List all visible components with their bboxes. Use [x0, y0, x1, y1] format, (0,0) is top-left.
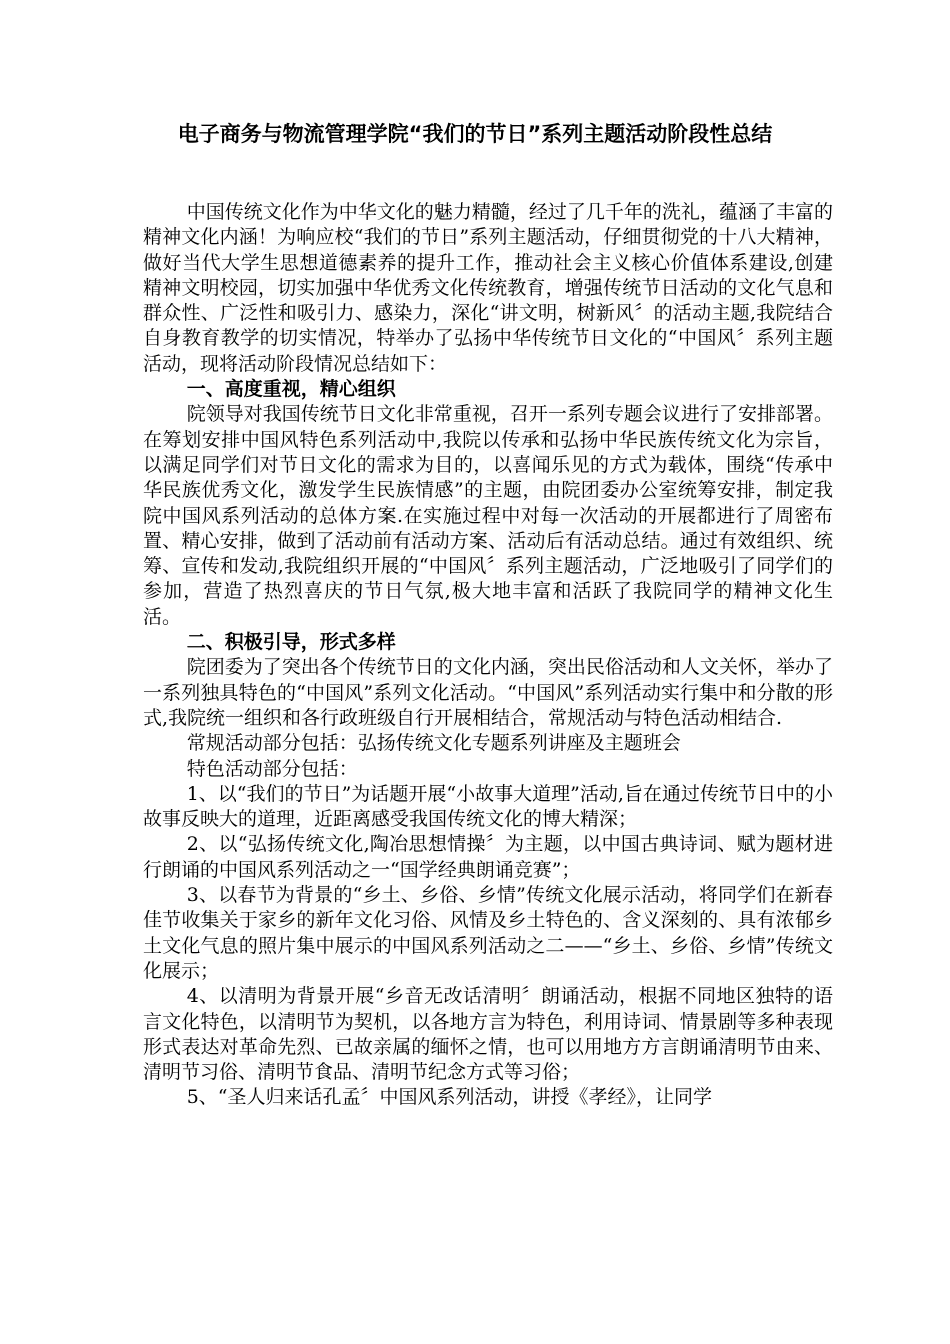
list-item-3: 3、以春节为背景的“乡土、乡俗、乡情”传统文化展示活动，将同学们在新春佳节收集关于家乡的新年文化习俗、风情及乡土特色的、含义深刻的、具有浓郁乡土文化气息的照片集中展示的中国风系列活动之二——“乡土、乡俗、乡情”传统文化展示； — [143, 884, 833, 982]
list-item-4: 4、以清明为背景开展“乡音无改话清明〞朗诵活动，根据不同地区独特的语言文化特色，以清明节为契机，以各地方言为特色，利用诗词、情景剧等多种表现形式表达对革命先烈、已故亲属的缅怀之情，也可以用地方方言朗诵清明节由来、清明节习俗、清明节食品、清明节纪念方式等习俗； — [143, 985, 833, 1084]
list-item-1: 1、以“我们的节日”为话题开展“小故事大道理”活动,旨在通过传统节日中的小故事反映大的道理，近距离感受我国传统文化的博大精深； — [143, 782, 833, 831]
list-item-5: 5、“圣人归来话孔孟〞中国风系列活动，讲授《孝经》，让同学 — [186, 1086, 712, 1109]
paragraph-intro: 中国传统文化作为中华文化的魅力精髓，经过了几千年的洗礼，蕴涵了丰富的精神文化内涵！为响应校“我们的节日”系列主题活动，仔细贯彻党的十八大精神，做好当代大学生思想道德素养的提升工作，推动社会主义核心价值体系建设,创建精神文明校园，切实加强中华优秀文化传统教育，增强传统节日活动的文化气息和群众性、广泛性和吸引力、感染力，深化“讲文明，树新风〞的活动主题,我院结合自身教育教学的切实情况，特举办了弘扬中华传统节日文化的“中国风〞系列主题活动，现将活动阶段情况总结如下： — [143, 201, 833, 375]
section-heading-2: 二、积极引导，形式多样 — [186, 631, 396, 654]
paragraph-regular-activities: 常规活动部分包括：弘扬传统文化专题系列讲座及主题班会 — [186, 732, 681, 755]
paragraph-section-1: 院领导对我国传统节日文化非常重视，召开一系列专题会议进行了安排部署。在筹划安排中国风特色系列活动中,我院以传承和弘扬中华民族传统文化为宗旨，以满足同学们对节日文化的需求为目的，以喜闻乐见的方式为载体，围绕“传承中华民族优秀文化，激发学生民族情感”的主题，由院团委办公室统筹安排，制定我院中国风系列活动的总体方案.在实施过程中对每一次活动的开展都进行了周密布置、精心安排，做到了活动前有活动方案、活动后有活动总结。通过有效组织、统筹、宣传和发动,我院组织开展的“中国风〞系列主题活动，广泛地吸引了同学们的参加，营造了热烈喜庆的节日气氛,极大地丰富和活跃了我院同学的精神文化生活。 — [143, 403, 833, 628]
list-item-2: 2、以“弘扬传统文化,陶冶思想情操〞为主题，以中国古典诗词、赋为题材进行朗诵的中国风系列活动之一“国学经典朗诵竞赛”； — [143, 833, 833, 881]
paragraph-special-activities: 特色活动部分包括： — [186, 757, 358, 780]
paragraph-section-2: 院团委为了突出各个传统节日的文化内涵，突出民俗活动和人文关怀，举办了一系列独具特色的“中国风”系列文化活动。“中国风”系列活动实行集中和分散的形式,我院统一组织和各行政班级自行开展相结合，常规活动与特色活动相结合. — [143, 656, 833, 729]
document-body — [143, 200, 833, 1111]
document-title: 电子商务与物流管理学院“我们的节日”系列主题活动阶段性总结 — [177, 122, 773, 146]
section-heading-1: 一、高度重视，精心组织 — [186, 378, 396, 401]
